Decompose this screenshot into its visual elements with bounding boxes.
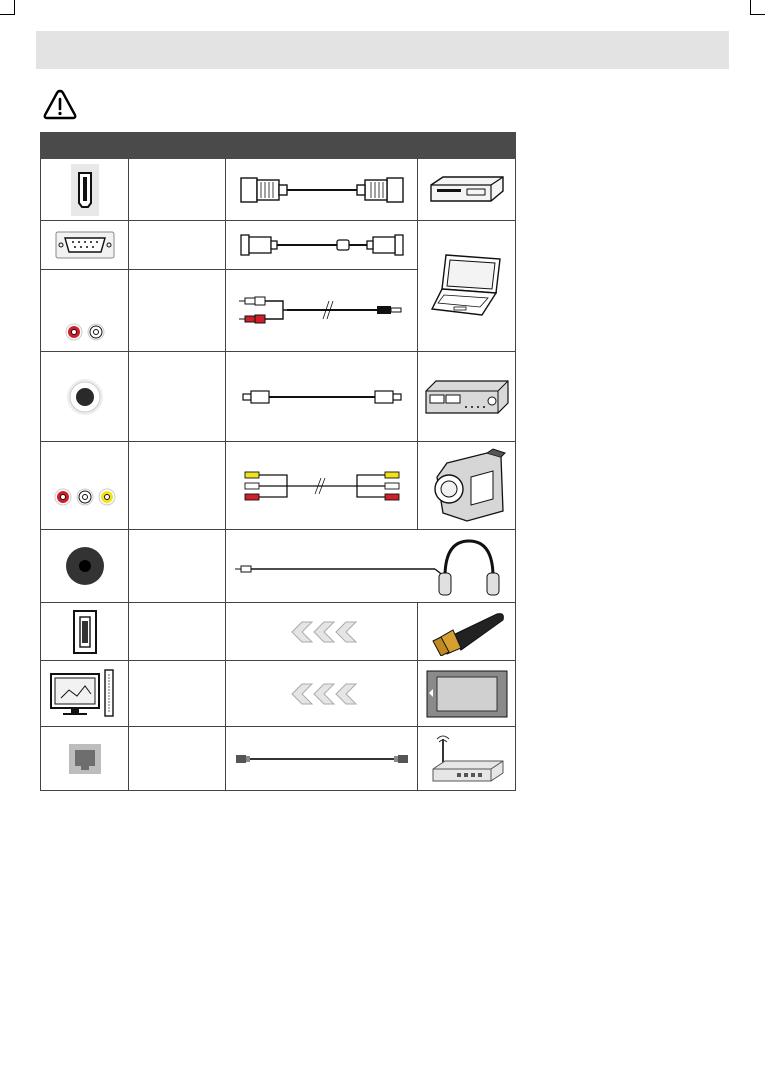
usb-stick-icon — [427, 608, 507, 656]
crop-mark-top-left — [0, 0, 15, 15]
column-header-cable — [226, 133, 418, 159]
laptop-icon — [430, 251, 504, 321]
connector-cell — [41, 159, 129, 221]
connector-cell — [41, 221, 129, 270]
coaxial-cable-icon — [237, 385, 407, 409]
device-cell — [418, 159, 516, 221]
section-banner — [36, 31, 729, 69]
connector-cell — [41, 352, 129, 442]
connections-table — [40, 132, 516, 791]
device-cell — [418, 727, 516, 791]
hdmi-port-icon — [70, 163, 100, 217]
type-cell — [129, 727, 226, 791]
connector-cell — [41, 442, 129, 530]
connector-cell — [41, 603, 129, 661]
table-row — [41, 727, 516, 791]
column-header-device — [418, 133, 516, 159]
cable-cell — [226, 442, 418, 530]
type-cell — [129, 603, 226, 661]
connector-cell — [41, 727, 129, 791]
type-cell — [129, 530, 226, 603]
ci-card-icon — [425, 669, 509, 719]
connector-cell — [41, 270, 129, 352]
type-cell — [129, 661, 226, 727]
insert-arrows-icon — [282, 620, 362, 644]
headphone-port-icon — [64, 545, 106, 587]
insert-arrows-icon — [282, 682, 362, 706]
cable-cell — [226, 603, 418, 661]
camcorder-icon — [427, 447, 507, 525]
column-header-type — [129, 133, 226, 159]
type-cell — [129, 270, 226, 352]
cable-cell — [226, 727, 418, 791]
cable-cell — [226, 159, 418, 221]
table-row — [41, 221, 516, 270]
device-cell — [418, 221, 516, 352]
av-rca-ports-icon — [49, 451, 121, 521]
cable-cell — [226, 270, 418, 352]
column-header-connector — [41, 133, 129, 159]
type-cell — [129, 159, 226, 221]
router-icon — [427, 733, 507, 785]
ethernet-cable-icon — [232, 749, 412, 769]
table-row — [41, 442, 516, 530]
type-cell — [129, 221, 226, 270]
headphones-icon — [439, 541, 499, 595]
cable-cell — [226, 221, 418, 270]
cable-cell — [226, 352, 418, 442]
vga-cable-icon — [237, 227, 407, 263]
table-row — [41, 661, 516, 727]
type-cell — [129, 352, 226, 442]
hdmi-cable-icon — [237, 170, 407, 210]
device-cell — [418, 661, 516, 727]
type-cell — [129, 442, 226, 530]
audio-rca-ports-icon — [60, 276, 110, 346]
table-header-row — [41, 133, 516, 159]
headphone-cable-icon — [231, 533, 511, 599]
device-cell — [418, 603, 516, 661]
cable-cell — [226, 661, 418, 727]
device-cell — [418, 352, 516, 442]
av-cable-icon — [237, 466, 407, 506]
amplifier-icon — [424, 377, 510, 417]
dvd-recorder-icon — [427, 173, 507, 207]
table-row — [41, 352, 516, 442]
crop-mark-top-right — [750, 0, 765, 15]
ci-slot-icon — [49, 668, 121, 720]
spdif-port-icon — [65, 377, 105, 417]
connector-cell — [41, 530, 129, 603]
device-cell — [418, 442, 516, 530]
warning-icon — [42, 88, 78, 122]
ethernet-port-icon — [67, 742, 103, 776]
vga-port-icon — [55, 231, 115, 259]
cable-cell — [226, 530, 516, 603]
rca-to-jack-cable-icon — [237, 289, 407, 333]
table-row — [41, 530, 516, 603]
usb-port-icon — [72, 609, 98, 655]
table-row — [41, 159, 516, 221]
table-row — [41, 603, 516, 661]
connector-cell — [41, 661, 129, 727]
